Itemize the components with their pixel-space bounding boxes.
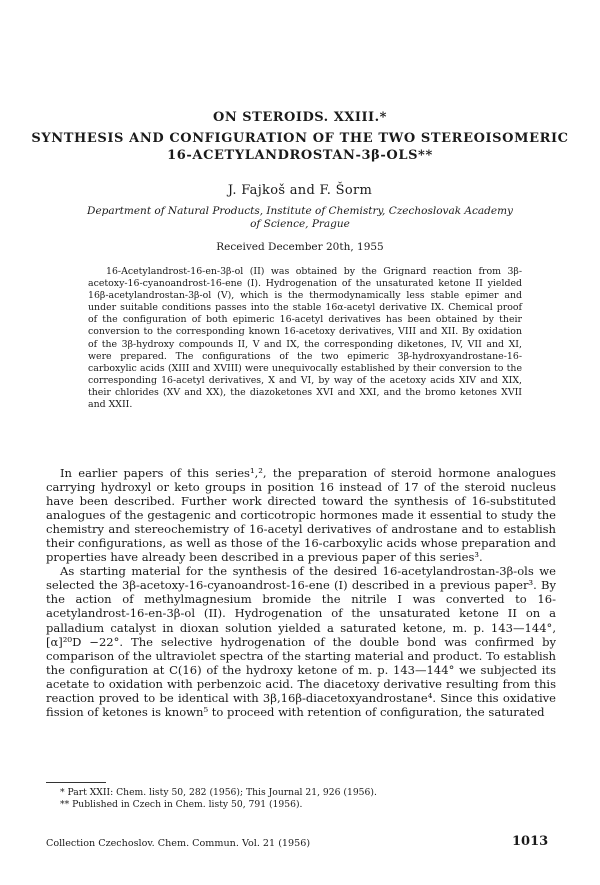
received-date: Received December 20th, 1955	[216, 241, 384, 253]
series-title: ON STEROIDS. XXIII.*	[213, 110, 387, 125]
footnote-1: * Part XXII: Chem. listy 50, 282 (1956); This Journal 21, 926 (1956).	[60, 787, 377, 798]
main-title	[0, 130, 600, 164]
body-paragraph-1: In earlier papers of this series¹,², the preparation of steroid hormone analogues carrying hydroxyl or keto groups in position 16 instead of 17 of the steroid nucleus have been described. Further work directed toward the synthesis of 16-substituted analogues of the gestagenic and corticotropic hormones made it essential to study the chemistry and stereochemistry of 16-acetyl derivatives of androstane and to establish their configurations, as well as those of the 16-carboxylic acids whose preparation and properties have already been described in a previous paper of this series³.	[46, 466, 556, 565]
footnotes	[60, 787, 540, 811]
affiliation-line-1: Department of Natural Products, Institute of Chemistry, Czechoslovak Academy	[87, 205, 513, 217]
footnote-divider	[46, 782, 106, 783]
article-body	[46, 466, 556, 719]
page-number: 1013	[512, 834, 549, 849]
affiliation	[80, 205, 520, 231]
body-paragraph-2: As starting material for the synthesis of the desired 16-acetylandrostan-3β-ols we selected the 3β-acetoxy-16-cyanoandrost-16-ene (I) described in a previous paper³. By the action of methylmagnesium bromide the nitrile I was converted to 16-acetylandrost-16-en-3β-ol (II). Hydrogenation of the unsaturated ketone II on a palladium catalyst in dioxan solution yielded a saturated ketone, m. p. 143—144°, [α]²⁰D −22°. The selective hydrogenation of the double bond was confirmed by comparison of the ultraviolet spectra of the starting material and product. To establish the configuration at C(16) of the hydroxy ketone of m. p. 143—144° we subjected its acetate to oxidation with perbenzoic acid. The diacetoxy derivative resulting from this reaction proved to be identical with 3β,16β-diacetoxyandrostane⁴. Since this oxidative fission of ketones is known⁵ to proceed with retention of configuration, the saturated	[46, 564, 556, 719]
main-title-line-1: SYNTHESIS AND CONFIGURATION OF THE TWO STEREOISOMERIC	[31, 131, 569, 146]
main-title-line-2: 16-ACETYLANDROSTAN-3β-OLS**	[167, 148, 433, 163]
abstract	[88, 266, 522, 411]
footnote-2: ** Published in Czech in Chem. listy 50, 791 (1956).	[60, 799, 303, 810]
authors: J. Fajkoš and F. Šorm	[227, 183, 373, 198]
affiliation-line-2: of Science, Prague	[250, 218, 350, 230]
journal-citation: Collection Czechoslov. Chem. Commun. Vol. 21 (1956)	[46, 838, 311, 849]
abstract-text: 16-Acetylandrost-16-en-3β-ol (II) was obtained by the Grignard reaction from 3β-acetoxy-16-cyanoandrost-16-ene (I). Hydrogenation of the unsaturated ketone II yielded 16β-acetylandrostan-3β-ol (V), which is the thermodynamically less stable epimer and under suitable conditions passes into the stable 16α-acetyl derivative IX. Chemical proof of the configuration of both epimeric 16-acetyl derivatives has been obtained by their conversion to the corresponding known 16-acetoxy derivatives, VIII and XII. By oxidation of the 3β-hydroxy compounds II, V and IX, the corresponding diketones, IV, VII and XI, were prepared. The configurations of the two epimeric 3β-hydroxyandrostane-16-carboxylic acids (XIII and XVIII) were unequivocally established by their conversion to the corresponding 16-acetyl derivatives, X and VI, by way of the acetoxy acids XIV and XIX, their chlorides (XV and XX), the diazoketones XVI and XXI, and the bromo ketones XVII and XXII.	[88, 266, 522, 411]
